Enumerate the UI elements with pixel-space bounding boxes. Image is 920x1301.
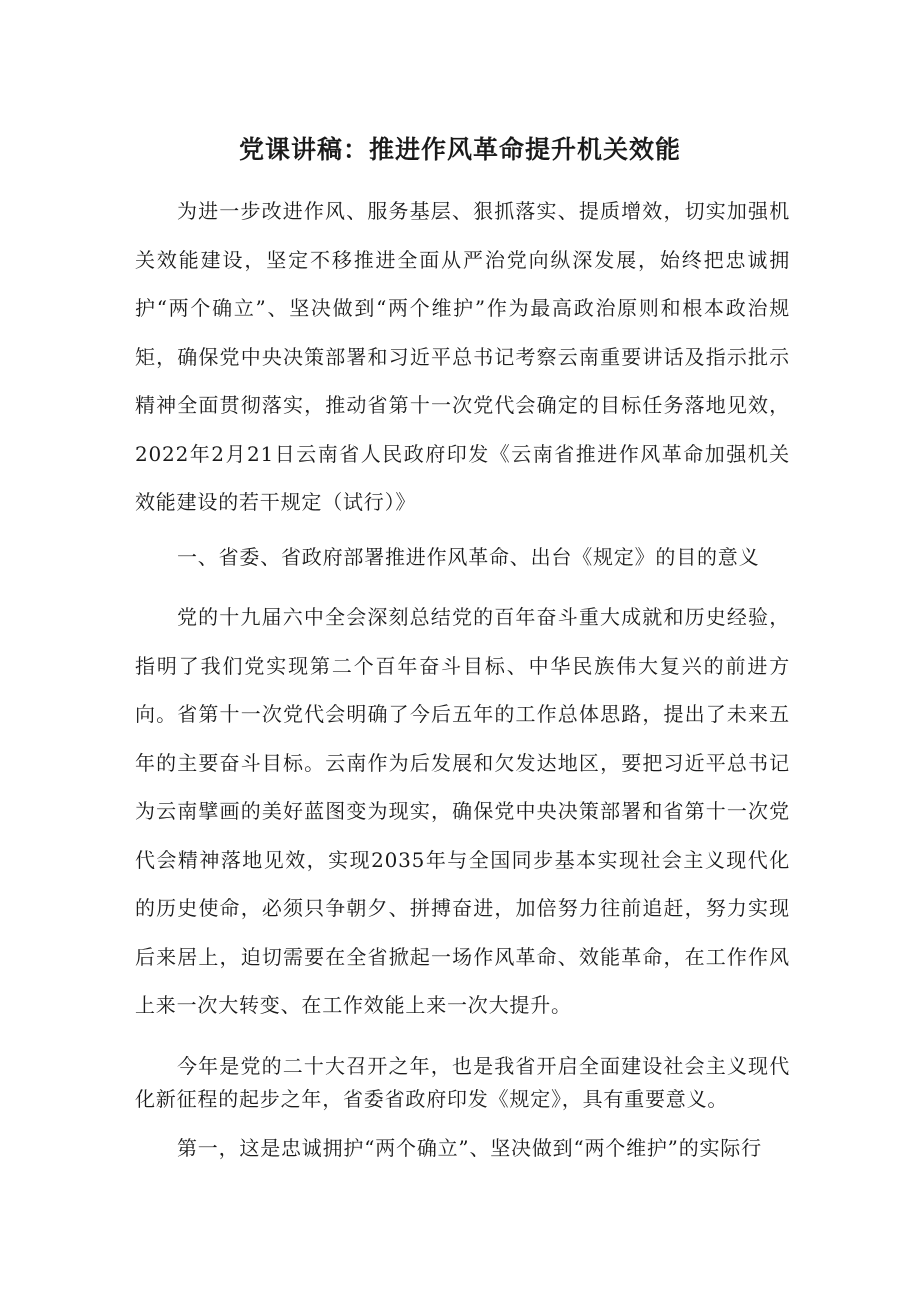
paragraph-intro: 为进一步改进作风、服务基层、狠抓落实、提质增效，切实加强机关效能建设，坚定不移推进全面从严治党向纵深发展，始终把忠诚拥护“两个确立”、坚决做到“两个维护”作为最高政治原则和根本政治规矩，确保党中央决策部署和习近平总书记考察云南重要讲话及指示批示精神全面贯彻落实，推动省第十一次党代会确定的目标任务落地见效，2022年2月21日云南省人民政府印发《云南省推进作风革命加强机关效能建设的若干规定（试行）》 <box>135 199 790 514</box>
paragraph-first-point: 第一，这是忠诚拥护“两个确立”、坚决做到“两个维护”的实际行 <box>177 1136 762 1160</box>
paragraph-background: 党的十九届六中全会深刻总结党的百年奋斗重大成就和历史经验，指明了我们党实现第二个百年奋斗目标、中华民族伟大复兴的前进方向。省第十一次党代会明确了今后五年的工作总体思路，提出了未来五年的主要奋斗目标。云南作为后发展和欠发达地区，要把习近平总书记为云南擘画的美好蓝图变为现实，确保党中央决策部署和省第十一次党代会精神落地见效，实现2035年与全国同步基本实现社会主义现代化的历史使命，必须只争朝夕、拼搏奋进，加倍努力往前追赶，努力实现后来居上，迫切需要在全省掀起一场作风革命、效能革命，在工作作风上来一次大转变、在工作效能上来一次大提升。 <box>135 605 790 1017</box>
paragraph-significance: 今年是党的二十大召开之年，也是我省开启全面建设社会主义现代化新征程的起步之年，省委省政府印发《规定》，具有重要意义。 <box>135 1054 790 1111</box>
document-title: 党课讲稿：推进作风革命提升机关效能 <box>238 135 681 164</box>
section-heading-1: 一、省委、省政府部署推进作风革命、出台《规定》的目的意义 <box>177 545 760 569</box>
